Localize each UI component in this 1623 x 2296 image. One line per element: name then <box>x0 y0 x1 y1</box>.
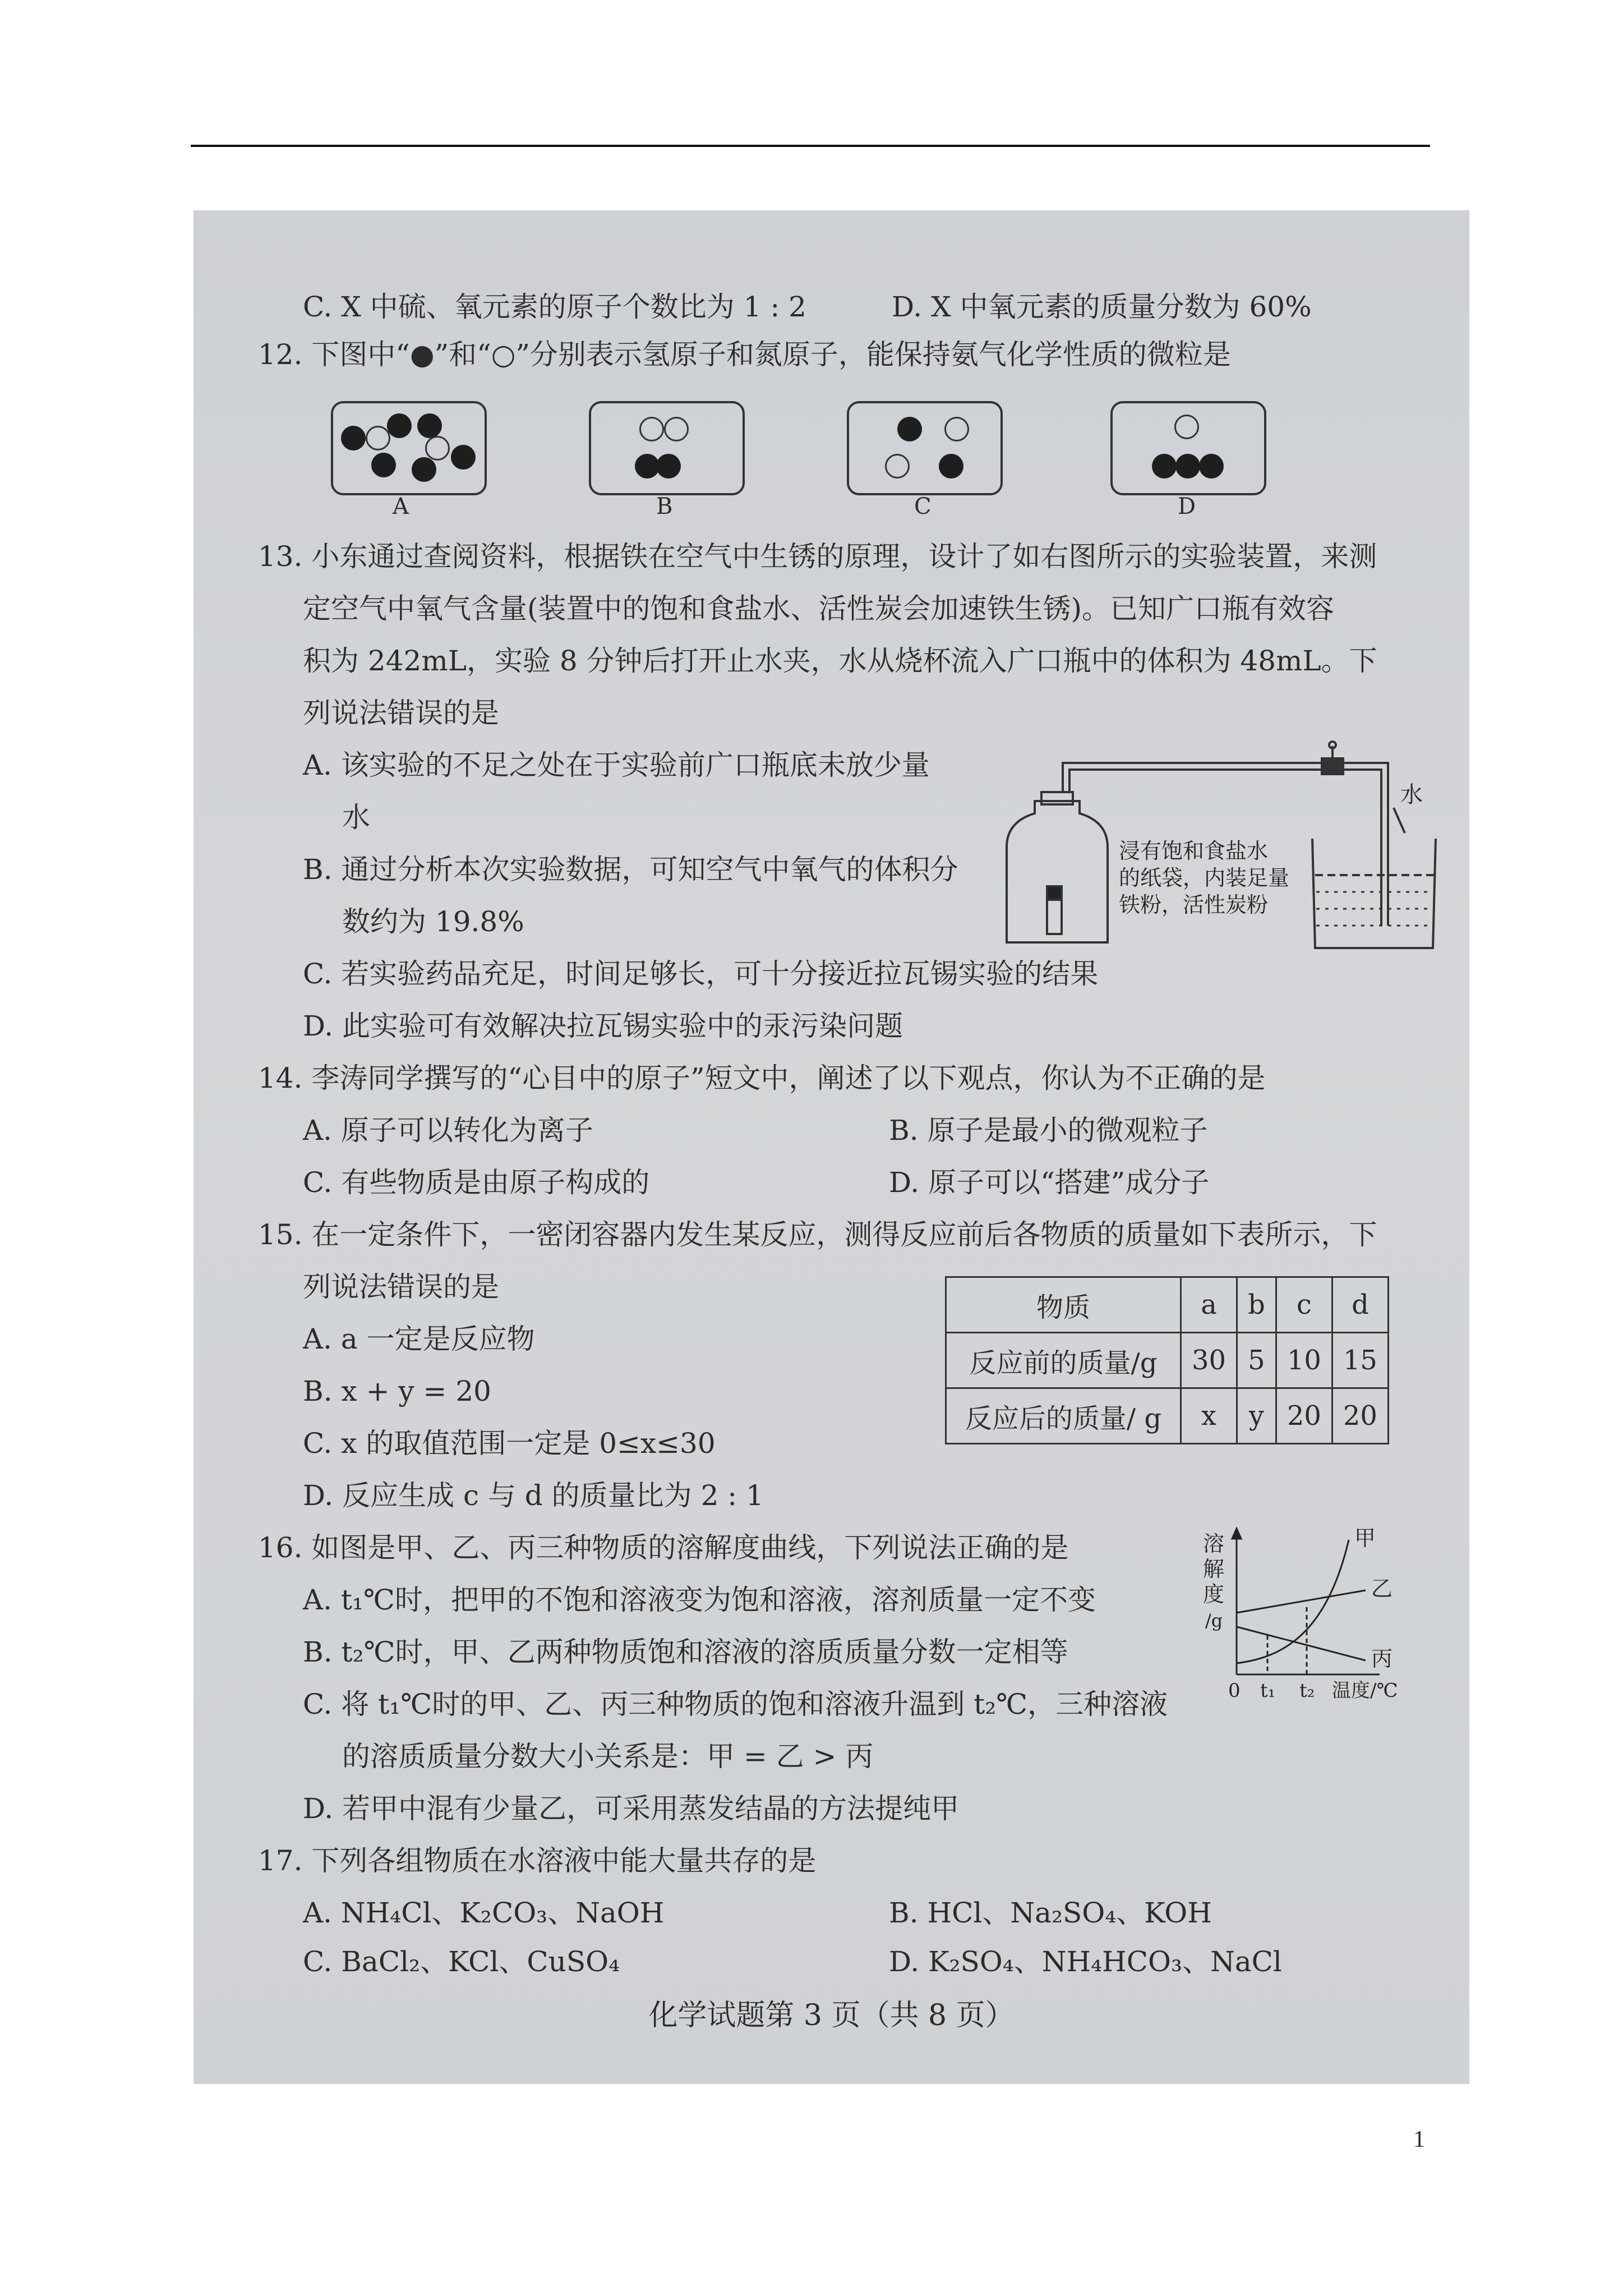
fig-note-line-2: 的纸袋，内装足量 <box>1119 866 1290 890</box>
table-cell: 15 <box>1332 1333 1388 1388</box>
q13-option-d: D. 此实验可有效解决拉瓦锡实验中的汞污染问题 <box>303 1010 903 1042</box>
table-cell: 物质 <box>946 1277 1181 1333</box>
q14-stem: 14. 李涛同学撰写的“心目中的原子”短文中，阐述了以下观点，你认为不正确的是 <box>258 1062 1266 1094</box>
mass-table <box>945 1276 1389 1444</box>
table-cell: c <box>1276 1277 1332 1333</box>
table-cell: 5 <box>1237 1333 1276 1388</box>
q13-option-a: A. 该实验的不足之处在于实验前广口瓶底未放少量 <box>303 749 930 781</box>
q16-option-a: A. t₁℃时，把甲的不饱和溶液变为饱和溶液，溶剂质量一定不变 <box>303 1584 1096 1616</box>
chart-tick-t2: t₂ <box>1299 1680 1315 1702</box>
series-label-yi: 乙 <box>1371 1576 1393 1601</box>
q13-stem-line-4: 列说法错误的是 <box>303 697 499 729</box>
table-cell: 反应后的质量/ g <box>946 1388 1181 1444</box>
q15-option-b: B. x + y = 20 <box>303 1375 491 1407</box>
molecule-label-b: B <box>656 494 673 519</box>
q17-option-d: D. K₂SO₄、NH₄HCO₃、NaCl <box>889 1945 1282 1978</box>
curve-yi <box>1237 1590 1366 1613</box>
q17-option-c: C. BaCl₂、KCl、CuSO₄ <box>303 1945 620 1978</box>
q13-option-a-cont: 水 <box>342 801 370 834</box>
chart-tick-t1: t₁ <box>1260 1680 1276 1702</box>
molecule-box-a <box>331 401 487 495</box>
q15-option-c: C. x 的取值范围一定是 0≤x≤30 <box>303 1427 716 1460</box>
q12-stem: 12. 下图中“●”和“○”分别表示氢原子和氮原子，能保持氨气化学性质的微粒是 <box>258 338 1231 371</box>
q14-option-d: D. 原子可以“搭建”成分子 <box>889 1166 1210 1199</box>
table-cell: y <box>1237 1388 1276 1444</box>
q16-stem: 16. 如图是甲、乙、丙三种物质的溶解度曲线，下列说法正确的是 <box>258 1531 1069 1564</box>
page-footer: 化学试题第 3 页（共 8 页） <box>648 1999 1015 2032</box>
molecule-box-d <box>1110 401 1266 495</box>
chart-origin: 0 <box>1228 1680 1241 1702</box>
table-cell: 30 <box>1181 1333 1237 1388</box>
q15-option-a: A. a 一定是反应物 <box>303 1323 535 1355</box>
table-cell: a <box>1181 1277 1237 1333</box>
molecule-label-d: D <box>1178 494 1196 519</box>
q11-option-c: C. X 中硫、氧元素的原子个数比为 1 : 2 <box>303 291 806 323</box>
table-row <box>946 1388 1389 1444</box>
series-label-jia: 甲 <box>1354 1526 1376 1550</box>
q14-option-b: B. 原子是最小的微观粒子 <box>889 1114 1208 1147</box>
series-label-bing: 丙 <box>1371 1646 1393 1671</box>
chart-ylabel-3: 度 <box>1203 1582 1225 1607</box>
table-row <box>946 1277 1389 1333</box>
q13-option-c: C. 若实验药品充足，时间足够长，可十分接近拉瓦锡实验的结果 <box>303 958 1099 990</box>
q15-stem-line-2: 列说法错误的是 <box>303 1271 499 1303</box>
table-cell: 20 <box>1332 1388 1388 1444</box>
page-number: 1 <box>1413 2127 1425 2152</box>
fig-note-line-1: 浸有饱和食盐水 <box>1119 839 1269 863</box>
q14-option-c: C. 有些物质是由原子构成的 <box>303 1166 650 1199</box>
table-cell: x <box>1181 1388 1237 1444</box>
fig-water-label: 水 <box>1400 782 1423 808</box>
curve-jia <box>1237 1540 1349 1663</box>
q13-option-b-cont: 数约为 19.8% <box>342 905 524 938</box>
q13-stem-line-2: 定空气中氧气含量(装置中的饱和食盐水、活性炭会加速铁生锈)。已知广口瓶有效容 <box>303 592 1335 625</box>
header-rule <box>191 145 1430 147</box>
solubility-curve <box>1197 1523 1444 1703</box>
table-cell: d <box>1332 1277 1388 1333</box>
molecule-label-a: A <box>393 494 409 519</box>
q11-option-d: D. X 中氧元素的质量分数为 60% <box>892 291 1312 323</box>
molecule-box-c <box>847 401 1003 495</box>
q15-stem-line-1: 15. 在一定条件下，一密闭容器内发生某反应，测得反应前后各物质的质量如下表所示，下 <box>258 1218 1377 1251</box>
q17-stem: 17. 下列各组物质在水溶液中能大量共存的是 <box>258 1844 817 1877</box>
q15-option-d: D. 反应生成 c 与 d 的质量比为 2 : 1 <box>303 1479 764 1512</box>
table-cell: 反应前的质量/g <box>946 1333 1181 1388</box>
table-cell: 20 <box>1276 1388 1332 1444</box>
molecule-box-b <box>589 401 745 495</box>
fig-note-line-3: 铁粉，活性炭粉 <box>1119 892 1269 917</box>
molecule-label-c: C <box>914 494 932 519</box>
scanned-exam-page <box>193 210 1469 2084</box>
q16-option-c: C. 将 t₁℃时的甲、乙、丙三种物质的饱和溶液升温到 t₂℃，三种溶液 <box>303 1688 1168 1720</box>
table-cell: b <box>1237 1277 1276 1333</box>
q16-option-d: D. 若甲中混有少量乙，可采用蒸发结晶的方法提纯甲 <box>303 1792 960 1825</box>
q13-stem-line-1: 13. 小东通过查阅资料，根据铁在空气中生锈的原理，设计了如右图所示的实验装置，来测 <box>258 540 1377 573</box>
q17-option-b: B. HCl、Na₂SO₄、KOH <box>889 1897 1212 1929</box>
table-cell: 10 <box>1276 1333 1332 1388</box>
curve-bing <box>1237 1627 1366 1660</box>
q16-option-b: B. t₂℃时，甲、乙两种物质饱和溶液的溶质质量分数一定相等 <box>303 1636 1068 1668</box>
q16-option-c-cont: 的溶质质量分数大小关系是：甲 = 乙 > 丙 <box>342 1740 874 1773</box>
chart-xlabel: 温度/℃ <box>1332 1680 1398 1702</box>
q13-option-b: B. 通过分析本次实验数据，可知空气中氧气的体积分 <box>303 853 958 886</box>
q17-option-a: A. NH₄Cl、K₂CO₃、NaOH <box>303 1897 665 1929</box>
apparatus-figure <box>1001 740 1438 954</box>
chart-ylabel-4: /g <box>1205 1610 1223 1631</box>
chart-ylabel-1: 溶 <box>1203 1531 1225 1556</box>
table-row <box>946 1333 1389 1388</box>
q14-option-a: A. 原子可以转化为离子 <box>303 1114 593 1147</box>
chart-ylabel-2: 解 <box>1203 1557 1225 1581</box>
q13-stem-line-3: 积为 242mL，实验 8 分钟后打开止水夹，水从烧杯流入广口瓶中的体积为 48mL。下 <box>303 645 1377 677</box>
